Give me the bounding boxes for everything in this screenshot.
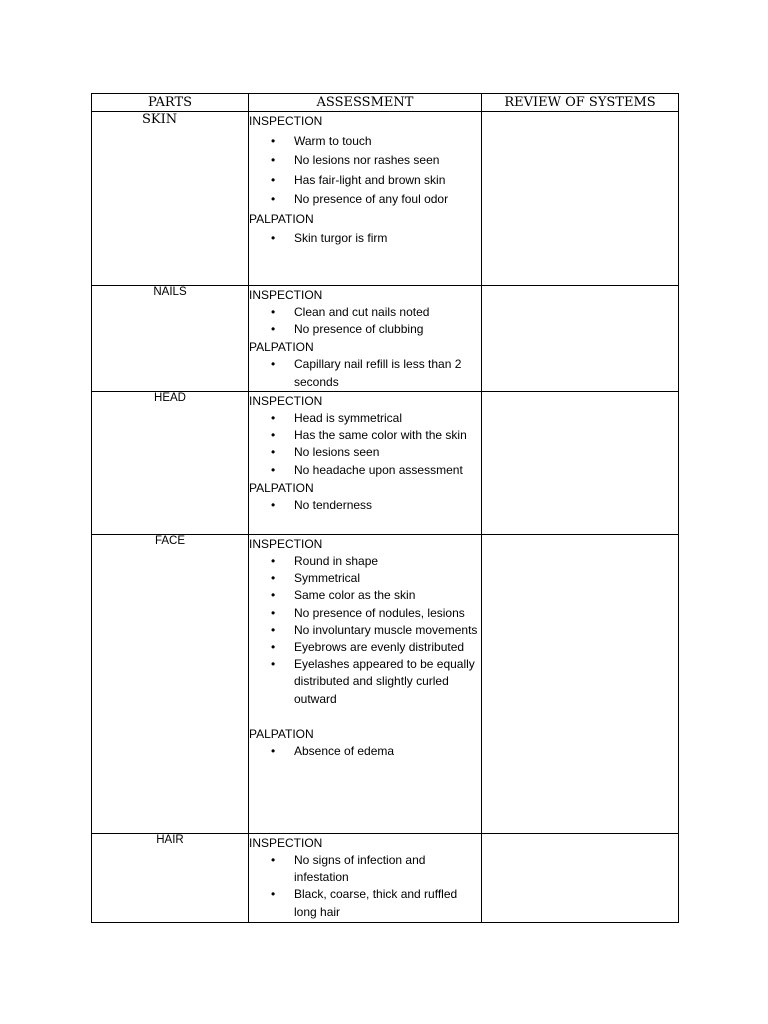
list-item: • No signs of infection and infestation xyxy=(249,852,481,886)
part-hair: HAIR xyxy=(92,834,249,923)
inspection-label: INSPECTION xyxy=(249,394,323,408)
list-item: • Black, coarse, thick and ruffled long hair xyxy=(249,886,481,920)
inspection-label: INSPECTION xyxy=(249,537,323,551)
review-hair xyxy=(482,834,679,923)
list-item: • No presence of nodules, lesions xyxy=(249,605,481,622)
review-nails xyxy=(482,286,679,392)
palpation-label: PALPATION xyxy=(249,211,314,226)
assessment-table xyxy=(91,93,679,923)
header-assessment: ASSESSMENT xyxy=(249,94,482,112)
palpation-list xyxy=(249,743,481,760)
inspection-list xyxy=(249,304,481,338)
list-item: • Same color as the skin xyxy=(249,587,481,604)
assessment-nails xyxy=(249,286,482,392)
list-item: • Round in shape xyxy=(249,553,481,570)
inspection-label: INSPECTION xyxy=(249,836,323,850)
spacer xyxy=(249,708,481,725)
list-item: • Head is symmetrical xyxy=(249,410,481,427)
list-item: • Capillary nail refill is less than 2 seconds xyxy=(249,356,481,390)
part-head: HEAD xyxy=(92,392,249,535)
inspection-label: INSPECTION xyxy=(249,114,323,128)
list-item: • No involuntary muscle movements xyxy=(249,622,481,639)
list-item: • Clean and cut nails noted xyxy=(249,304,481,321)
list-item: • No presence of any foul odor xyxy=(249,190,481,210)
list-item: • No headache upon assessment xyxy=(249,462,481,479)
inspection-list xyxy=(249,852,481,921)
row-nails xyxy=(92,286,679,392)
palpation-list xyxy=(249,356,481,390)
list-item: • No lesions nor rashes seen xyxy=(249,151,481,171)
assessment-face xyxy=(249,535,482,834)
assessment-hair xyxy=(249,834,482,923)
row-head xyxy=(92,392,679,535)
list-item: • Has fair-light and brown skin xyxy=(249,171,481,191)
row-skin xyxy=(92,112,679,286)
row-hair xyxy=(92,834,679,923)
inspection-list xyxy=(249,553,481,708)
list-item: • Absence of edema xyxy=(249,743,481,760)
palpation-list xyxy=(249,229,481,249)
header-row xyxy=(92,94,679,112)
palpation-label: PALPATION xyxy=(249,726,314,741)
part-nails: NAILS xyxy=(92,286,249,392)
row-face xyxy=(92,535,679,834)
inspection-list xyxy=(249,410,481,479)
list-item: • Skin turgor is firm xyxy=(249,229,481,249)
review-head xyxy=(482,392,679,535)
list-item: • No tenderness xyxy=(249,497,481,514)
palpation-list xyxy=(249,497,481,514)
palpation-label: PALPATION xyxy=(249,340,314,355)
list-item: • Eyelashes appeared to be equally distributed and slightly curled outward xyxy=(249,656,481,708)
header-review: REVIEW OF SYSTEMS xyxy=(482,94,679,112)
inspection-list xyxy=(249,132,481,210)
part-skin: SKIN xyxy=(92,112,249,286)
inspection-label: INSPECTION xyxy=(249,288,323,302)
assessment-skin xyxy=(249,112,482,286)
review-skin xyxy=(482,112,679,286)
list-item: • Warm to touch xyxy=(249,132,481,152)
list-item: • No lesions seen xyxy=(249,444,481,461)
palpation-label: PALPATION xyxy=(249,480,314,495)
list-item: • No presence of clubbing xyxy=(249,321,481,338)
header-parts: PARTS xyxy=(92,94,249,112)
list-item: • Symmetrical xyxy=(249,570,481,587)
list-item: • Eyebrows are evenly distributed xyxy=(249,639,481,656)
review-face xyxy=(482,535,679,834)
assessment-head xyxy=(249,392,482,535)
part-face: FACE xyxy=(92,535,249,834)
list-item: • Has the same color with the skin xyxy=(249,427,481,444)
